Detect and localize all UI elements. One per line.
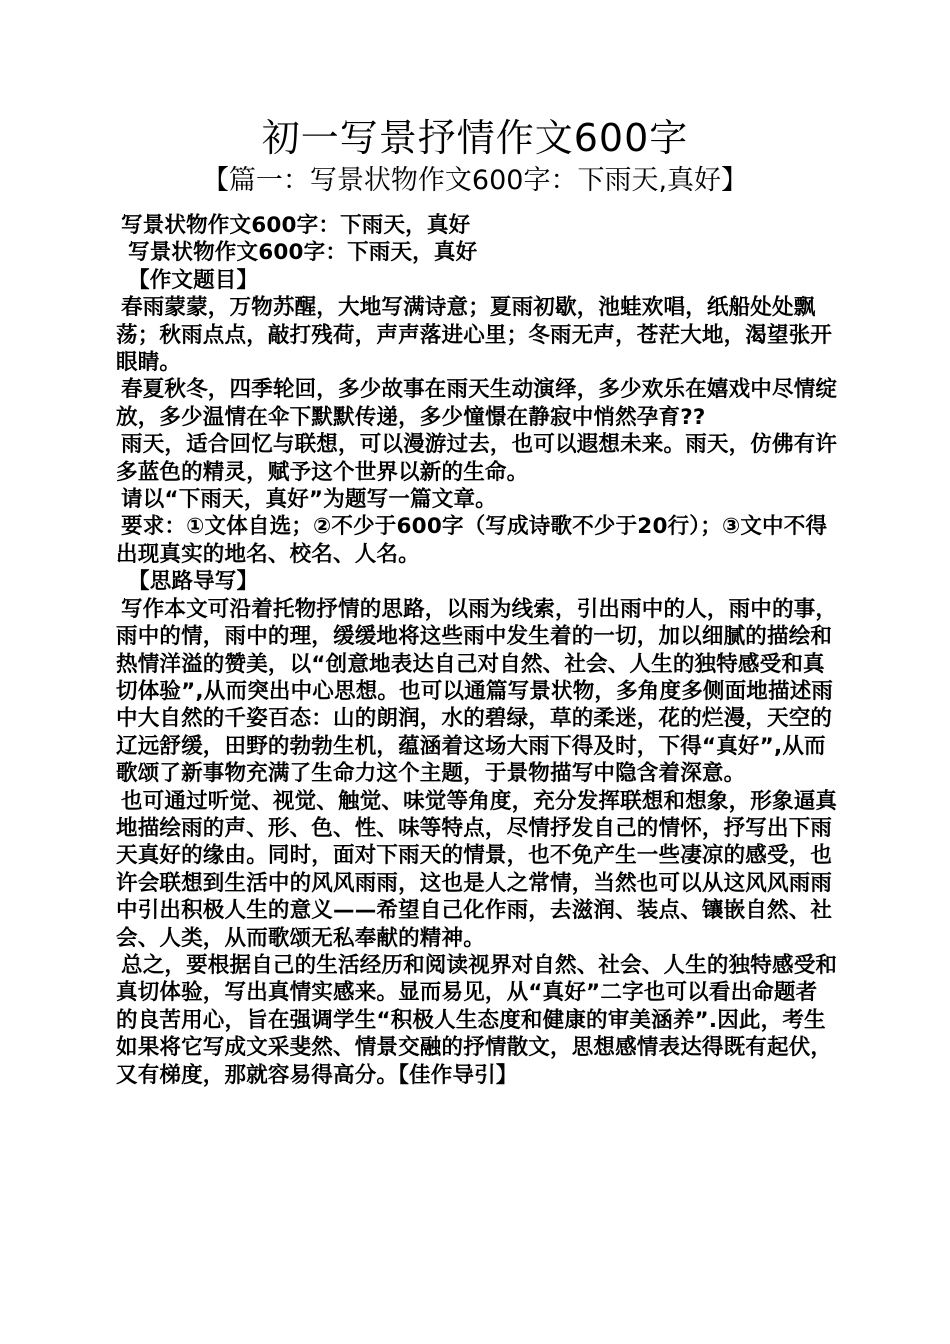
paragraph-four-seasons: 春夏秋冬，四季轮回，多少故事在雨天生动演绎，多少欢乐在嬉戏中尽情绽放，多少温情在伞下默默传递，多少憧憬在静寂中悄然孕育?? [116, 377, 838, 430]
paragraph-guide-3: 总之，要根据自己的生活经历和阅读视界对自然、社会、人生的独特感受和真切体验，写出真情实感来。显而易见，从“真好”二字也可以看出命题者的良苦用心，旨在强调学生“积极人生态度和健康的审美涵养”.因此，考生如果将它写成文采斐然、情景交融的抒情散文，思想感情表达得既有起伏，又有梯度，那就容易得高分。【佳作导引】 [116, 952, 838, 1088]
document-subtitle: 【篇一：写景状物作文600字：下雨天,真好】 [201, 165, 749, 196]
document-title: 初一写景抒情作文600字 [261, 116, 689, 160]
document-body [116, 212, 838, 1089]
section-heading-guide: 【思路导写】 [128, 569, 259, 595]
paragraph-seasons-rain: 春雨蒙蒙，万物苏醒，大地写满诗意；夏雨初歇，池蛙欢唱，纸船处处飘荡；秋雨点点，敲打残荷，声声落进心里；冬雨无声，苍茫大地，渴望张开眼睛。 [116, 295, 833, 376]
paragraph-requirements: 要求：①文体自选；②不少于600字（写成诗歌不少于20行）；③文中不得出现真实的地名、校名、人名。 [116, 514, 828, 567]
paragraph-prompt: 请以“下雨天，真好”为题写一篇文章。 [121, 487, 497, 513]
paragraph-heading-1: 写景状物作文600字：下雨天，真好 [121, 213, 471, 238]
paragraph-guide-1: 写作本文可沿着托物抒情的思路，以雨为线索，引出雨中的人，雨中的事，雨中的情，雨中的理，缓缓地将这些雨中发生着的一切，加以细腻的描绘和热情洋溢的赞美，以“创意地表达自己对自然、社会、人生的独特感受和真切体验”,从而突出中心思想。也可以通篇写景状物，多角度多侧面地描述雨中大自然的千姿百态：山的朗润，水的碧绿，草的柔迷，花的烂漫，天空的辽远舒缓，田野的勃勃生机，蕴涵着这场大雨下得及时，下得“真好”,从而歌颂了新事物充满了生命力这个主题，于景物描写中隐含着深意。 [116, 596, 838, 787]
paragraph-guide-2: 也可通过听觉、视觉、触觉、味觉等角度，充分发挥联想和想象，形象逼真地描绘雨的声、形、色、性、味等特点，尽情抒发自己的情怀，抒写出下雨天真好的缘由。同时，面对下雨天的情景，也不免产生一些凄凉的感受，也许会联想到生活中的风风雨雨，这也是人之常情，当然也可以从这风风雨雨中引出积极人生的意义——希望自己化作雨，去滋润、装点、镶嵌自然、社会、人类，从而歌颂无私奉献的精神。 [116, 788, 838, 951]
section-heading-topic: 【作文题目】 [128, 267, 259, 293]
paragraph-heading-2: 写景状物作文600字：下雨天，真好 [128, 240, 478, 266]
paragraph-rainy-day: 雨天，适合回忆与联想，可以漫游过去，也可以遐想未来。雨天，仿佛有许多蓝色的精灵，赋予这个世界以新的生命。 [116, 432, 838, 485]
